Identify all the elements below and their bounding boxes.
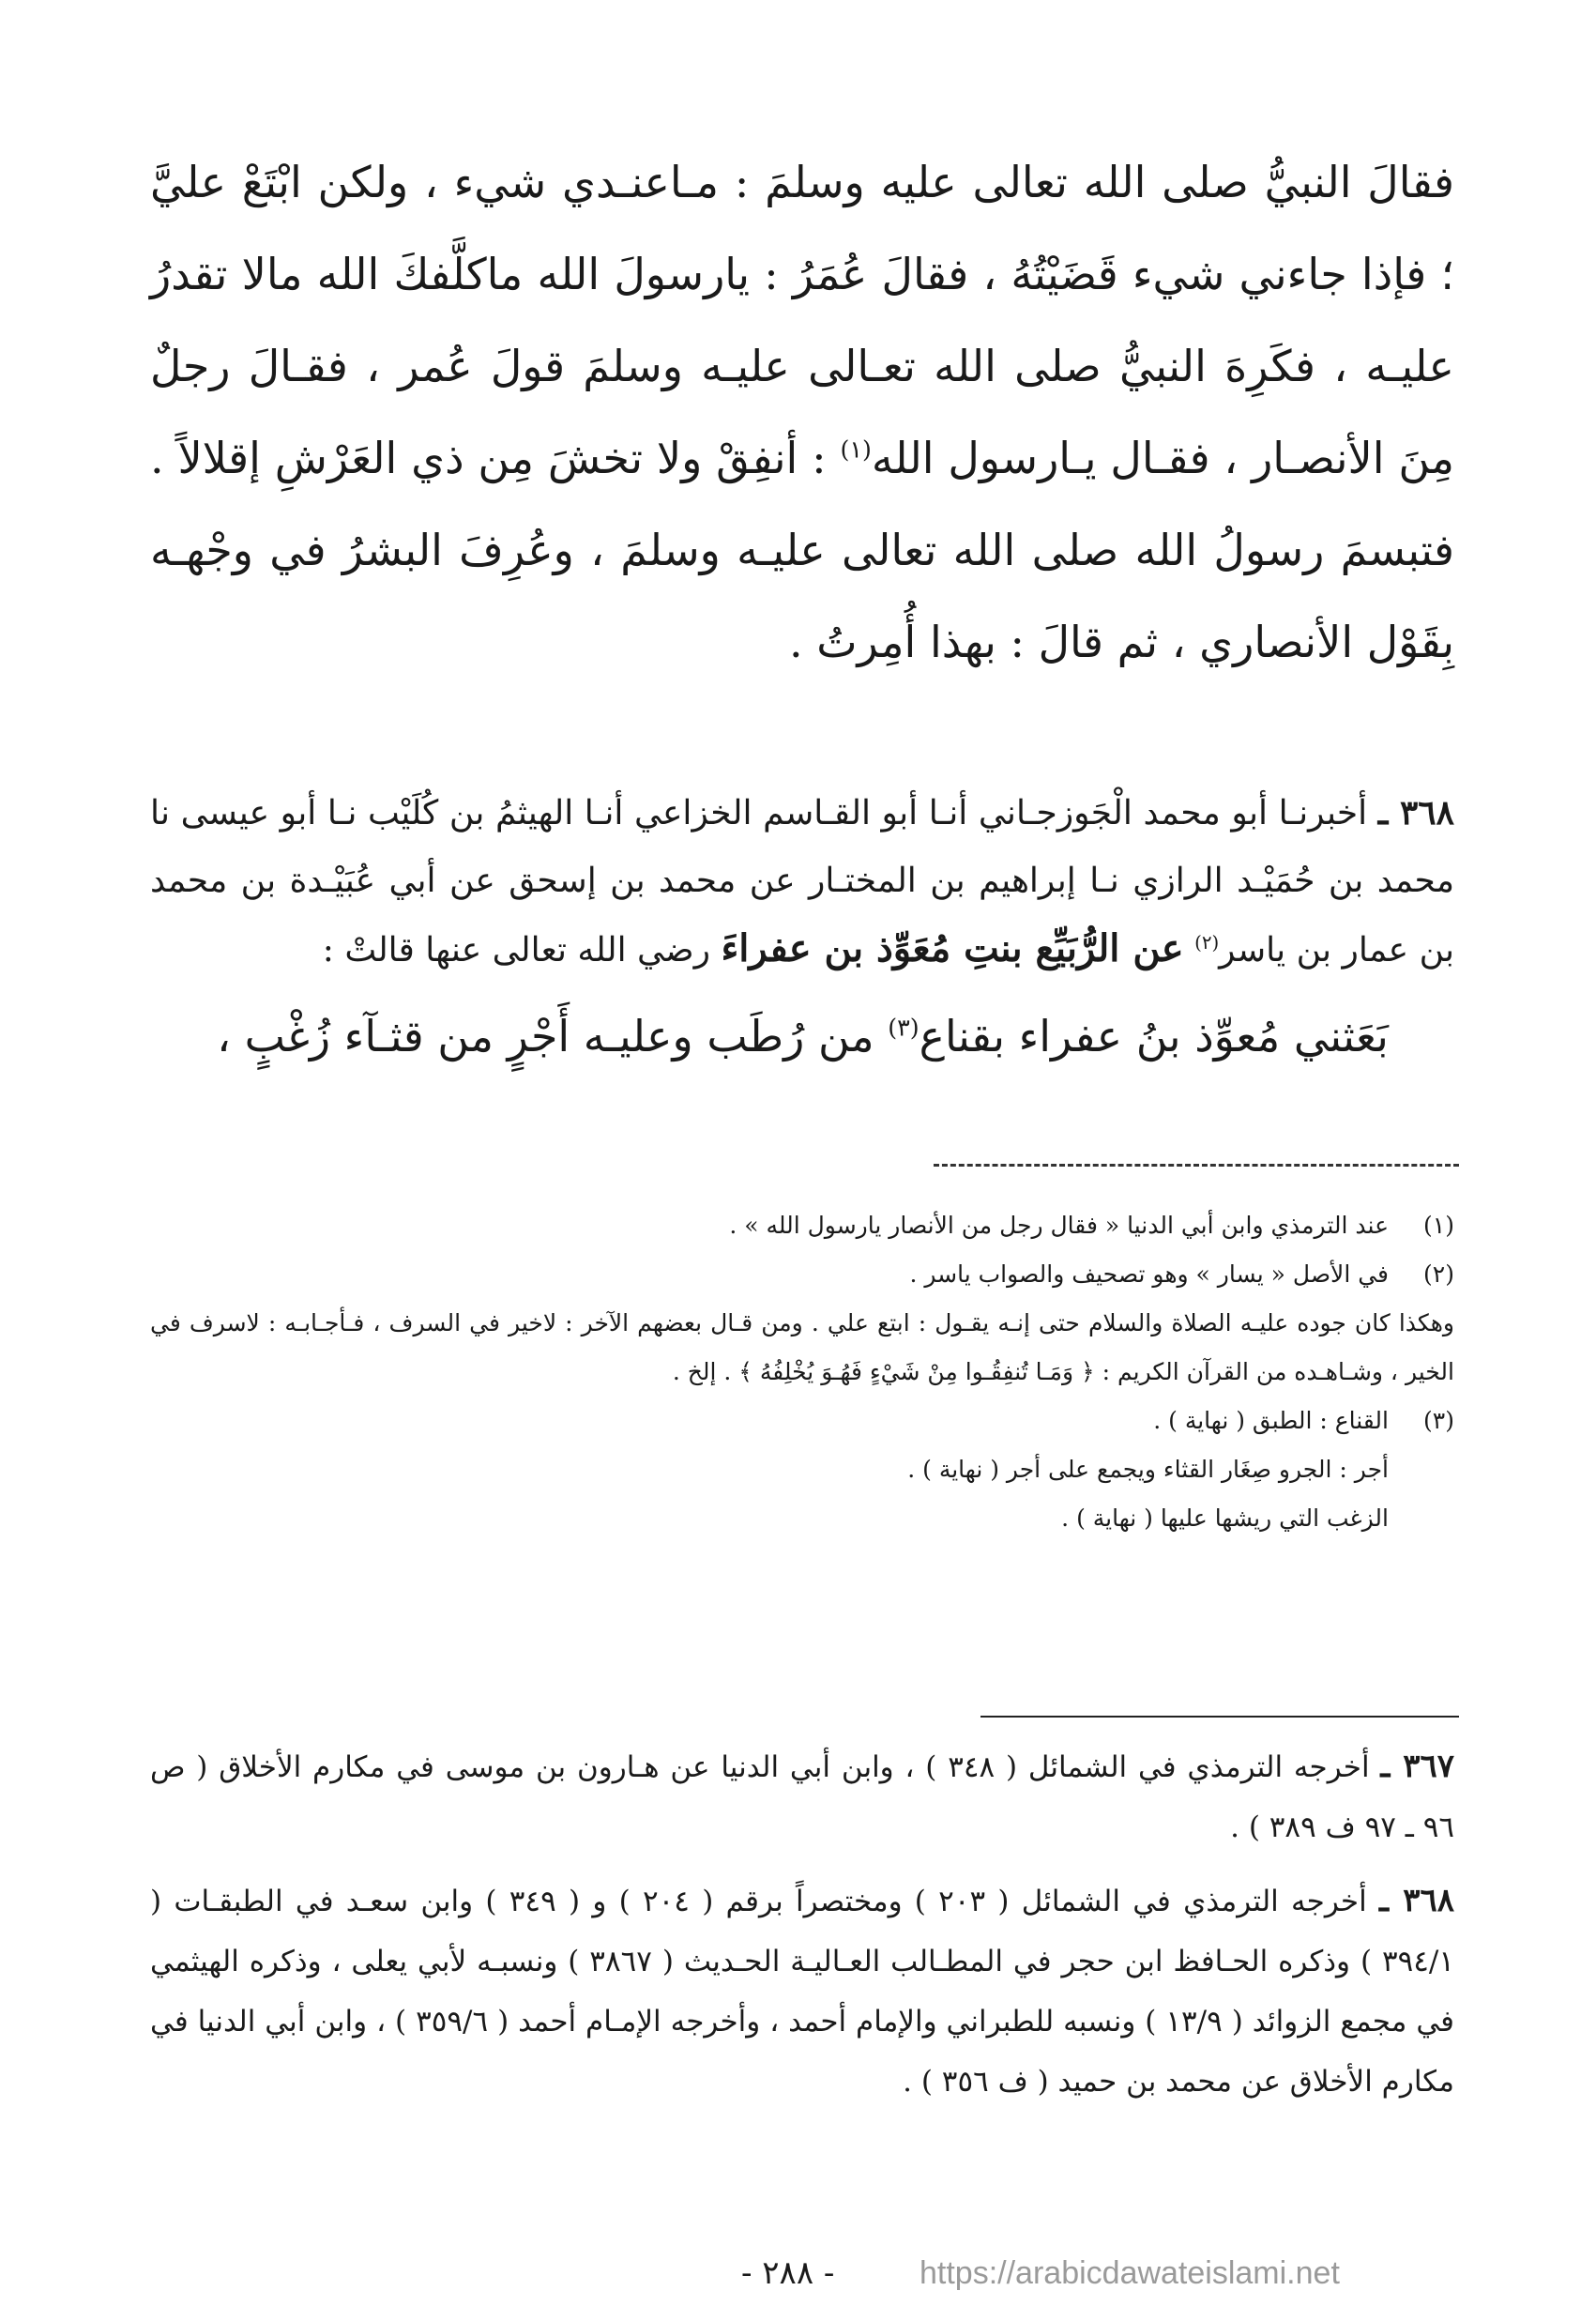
- solid-separator: [980, 1716, 1459, 1718]
- footnote-continuation: [150, 1299, 1454, 1397]
- dashed-separator: [934, 1164, 1459, 1167]
- footnote-number: (٣): [1423, 1407, 1454, 1434]
- watermark-url: https://arabicdawateislami.net: [920, 2255, 1340, 2291]
- reference-number: ٣٦٨ ـ: [1379, 1882, 1455, 1919]
- hadith-quote-a: بَعَثني مُعوِّذ بنُ عفراء بقناع: [919, 1011, 1389, 1061]
- footnote-text: في الأصل « يسار » وهو تصحيف والصواب ياسر .: [909, 1260, 1389, 1288]
- hadith-isnad: [150, 779, 1454, 985]
- hadith-narrator: عن الرُّبَيِّع بنتِ مُعَوِّذ بن عفراءَ: [721, 926, 1184, 970]
- footnote-text: أجر : الجرو صِغَار القثاء ويجمع على أجر ( نهاية ) .: [907, 1456, 1389, 1483]
- footnote-text: الزغب التي ريشها عليها ( نهاية ) .: [1061, 1504, 1389, 1532]
- hadith-matn: [150, 985, 1454, 1088]
- main-text-part-2: : أنفِقْ ولا تخشَ مِن ذي العَرْشِ إقلالاً . فتبسمَ رسولُ الله صلى الله تعالى عليـه وسلمَ ، وعُرِفَ البشرُ في وجْهـه بِقَوْل الأنصاري ، ثم قالَ : بهذا أُمِرتُ .: [150, 433, 1454, 667]
- footnote-text: وهكذا كان جوده عليـه الصلاة والسلام حتى إنـه يقـول : ابتع علي . ومن قـال بعضهم الآخر : لاخير في السرف ، فـأجـابـه : لاسرف في الخير ، وشـاهـده من القرآن الكريم : ﴿ وَمَـا تُنفِقُـوا مِنْ شَيْءٍ فَهُـوَ يُخْلِفُهُ ﴾ . إلخ .: [150, 1309, 1454, 1385]
- reference-text: أخرجه الترمذي في الشمائل ( ٣٤٨ ) ، وابن أبي الدنيا عن هـارون بن موسى في مكارم الأخلاق ( ص ٩٦ ـ ٩٧ ف ٣٨٩ ) .: [150, 1750, 1454, 1844]
- footnote-item: [150, 1250, 1454, 1299]
- footnote-text: القناع : الطبق ( نهاية ) .: [1153, 1407, 1389, 1434]
- footnote-text: عند الترمذي وابن أبي الدنيا « فقال رجل من الأنصار يارسول الله » .: [729, 1212, 1389, 1239]
- footnotes: [150, 1201, 1454, 1543]
- reference-number: ٣٦٧ ـ: [1380, 1748, 1454, 1785]
- hadith-block: [150, 779, 1454, 1088]
- hadith-number: ٣٦٨ ـ: [1377, 793, 1454, 832]
- main-text-block: [150, 136, 1454, 688]
- takhrij-references: [150, 1736, 1454, 2125]
- footnote-number: (١): [1423, 1212, 1454, 1239]
- footnote-item: [150, 1397, 1454, 1445]
- reference-entry: [150, 1871, 1454, 2112]
- footnote-marker-3: (٣): [888, 1014, 920, 1042]
- hadith-chain: أخبرنـا أبو محمد الْجَوزجـاني أنـا أبو القـاسم الخزاعي أنـا الهيثمُ بن كُلَيْب نـا أبو عيسى نا محمد بن حُمَيْـد الرازي نـا إبراهيم بن المختـار عن محمد بن إسحق عن أبي عُبَيْـدة بن محمد بن عمار بن ياسر: [150, 794, 1454, 970]
- main-text-part-1: فقالَ النبيُّ صلى الله تعالى عليه وسلمَ : مـاعنـدي شيء ، ولكن ابْتَعْ عليَّ ؛ فإذا جاءني شيء قَضَيْتُهُ ، فقالَ عُمَرُ : يارسولَ الله ماكلَّفكَ الله مالا تقدرُ عليـه ، فكَرِهَ النبيُّ صلى الله تعـالى عليـه وسلمَ قولَ عُمر ، فقـالَ رجلٌ مِنَ الأنصـار ، فقـال يـارسول الله: [150, 157, 1454, 483]
- footnote-marker-1: (١): [840, 435, 872, 464]
- reference-entry: [150, 1736, 1454, 1857]
- main-paragraph: [150, 136, 1454, 688]
- page-number: - ٢٨٨ -: [741, 2254, 835, 2292]
- footnote-number: (٢): [1423, 1260, 1454, 1288]
- footnote-continuation: [150, 1494, 1454, 1543]
- reference-text: أخرجه الترمذي في الشمائل ( ٢٠٣ ) ومختصراً برقم ( ٢٠٤ ) و ( ٣٤٩ ) وابن سعـد في الطبقـات ( ٣٩٤/١ ) وذكره الحـافظ ابن حجر في المطـالب العـاليـة الحـديث ( ٣٨٦٧ ) ونسبـه لأبي يعلى ، وذكره الهيثمي في مجمع الزوائد ( ١٣/٩ ) ونسبه للطبراني والإمام أحمد ، وأخرجه الإمـام أحمد ( ٣٥٩/٦ ) ، وابن أبي الدنيا في مكارم الأخلاق عن محمد بن حميد ( ف ٣٥٦ ) .: [150, 1885, 1454, 2099]
- hadith-chain-end: رضي الله تعالى عنها قالتْ :: [322, 931, 711, 970]
- footnote-continuation: [150, 1445, 1454, 1494]
- hadith-quote-b: من رُطَب وعليـه أَجْرٍ من قثـآء زُغْبٍ ،: [217, 1011, 874, 1061]
- footnote-marker-2: (٢): [1194, 932, 1220, 954]
- footnote-item: [150, 1201, 1454, 1250]
